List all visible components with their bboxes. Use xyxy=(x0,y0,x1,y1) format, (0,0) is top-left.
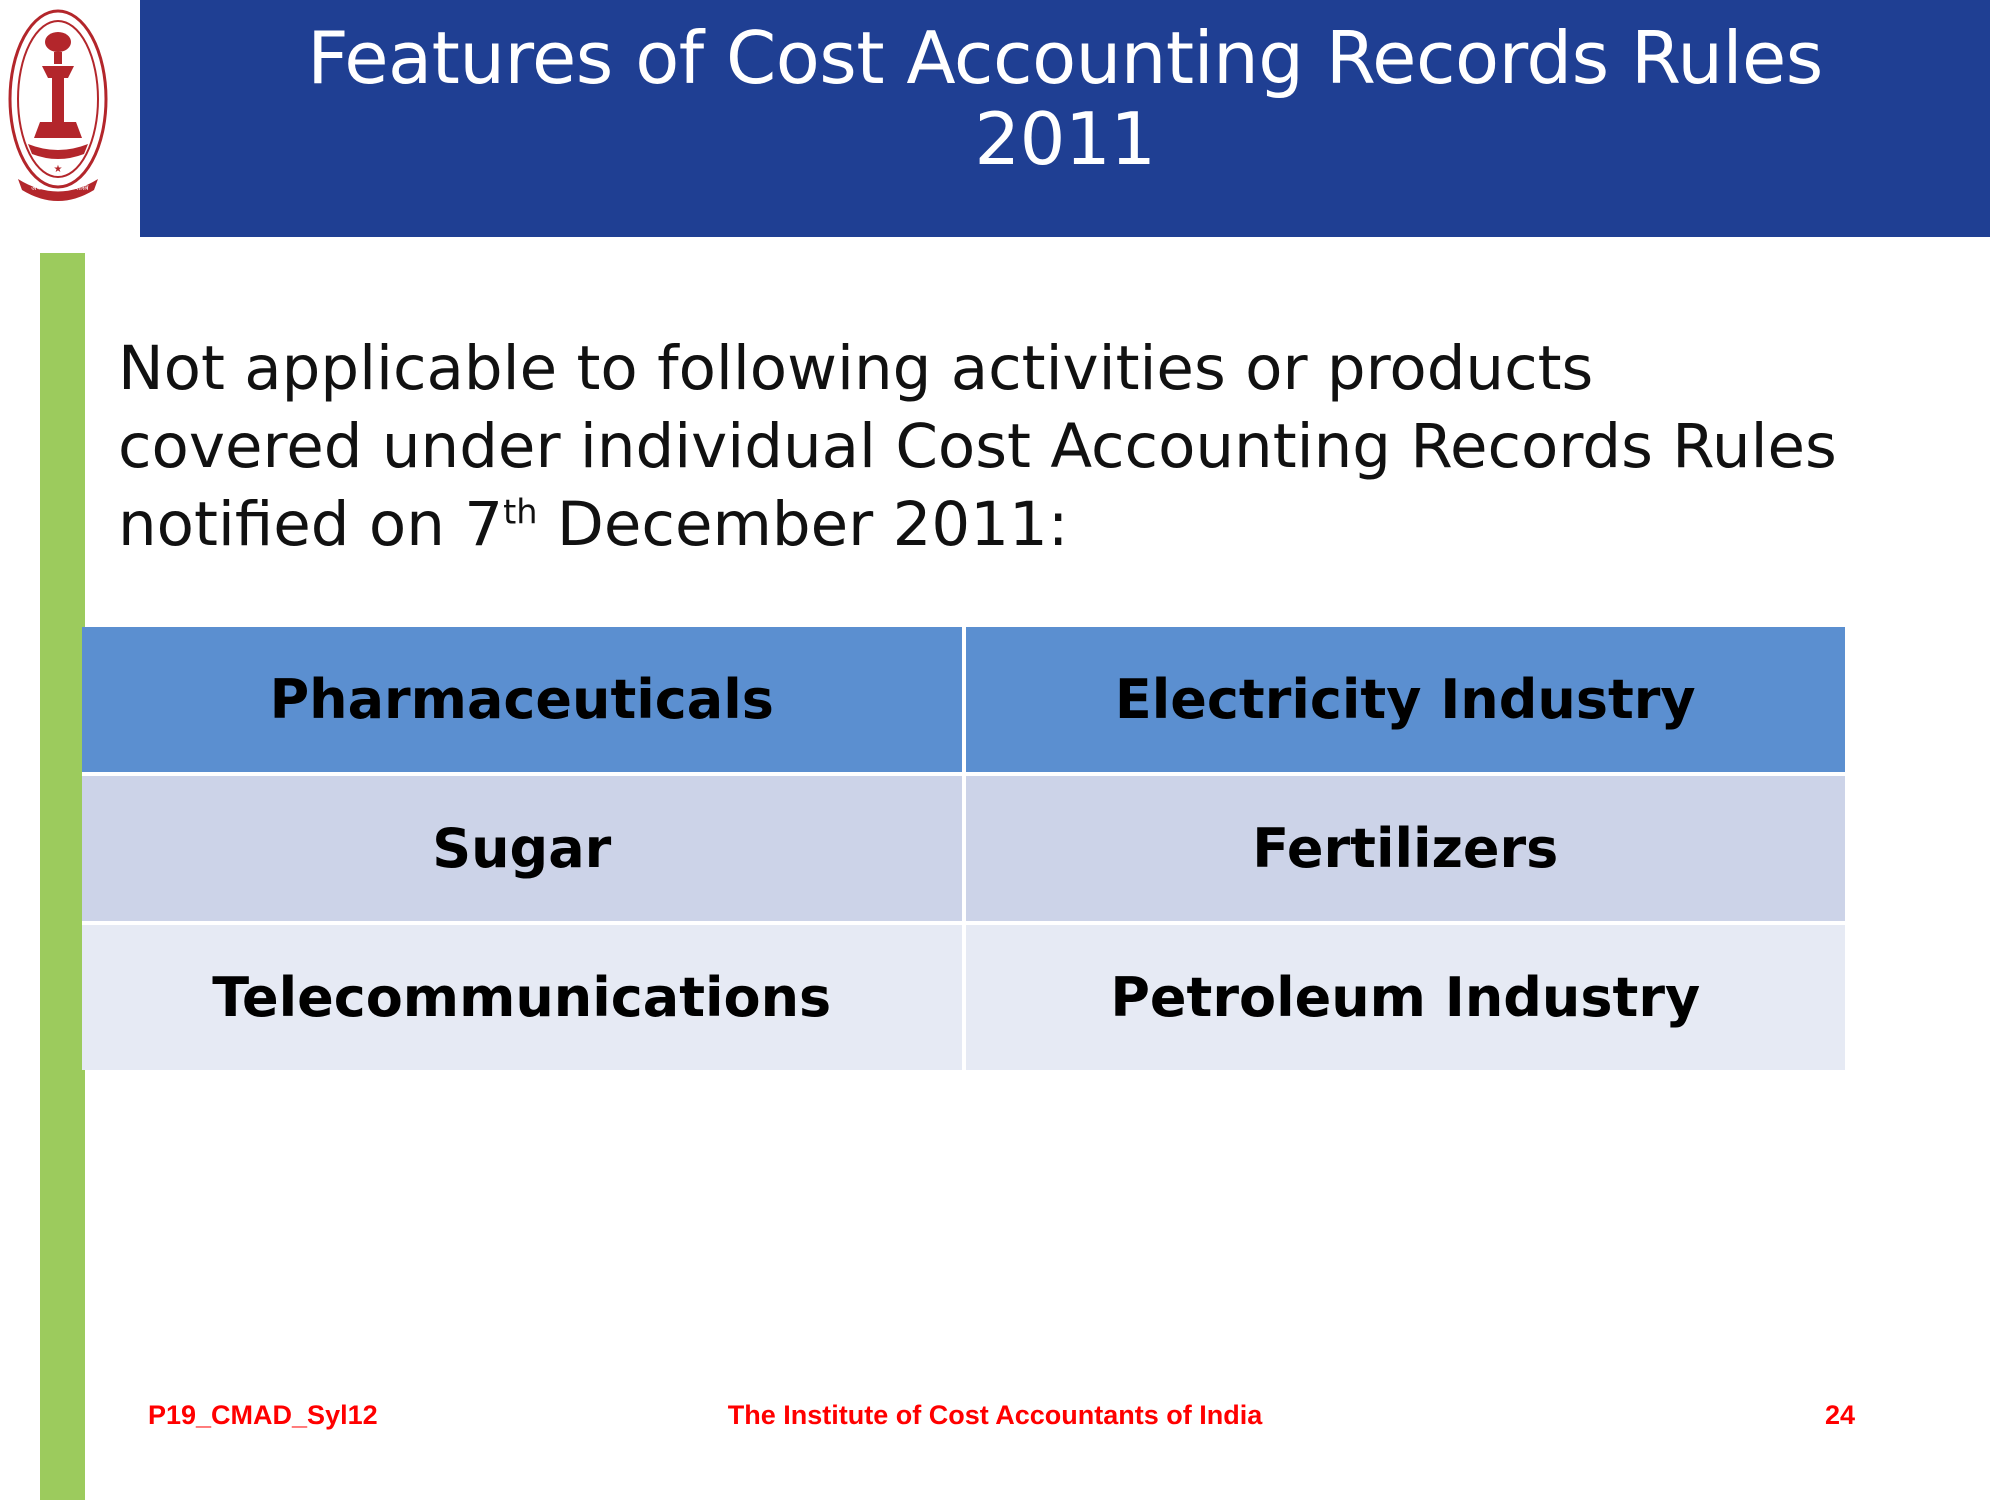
footer xyxy=(0,1400,1990,1450)
institute-logo-icon xyxy=(6,4,130,232)
svg-text:शास्त्र: शास्त्र xyxy=(75,184,89,192)
exclusions-table xyxy=(82,627,1845,1070)
footer-institute-name: The Institute of Cost Accountants of India xyxy=(727,1400,1263,1430)
svg-text:अर्थ: अर्थ xyxy=(31,184,41,192)
table-cell-telecommunications: Telecommunications xyxy=(82,923,964,1070)
table-cell-fertilizers: Fertilizers xyxy=(964,774,1846,923)
table-cell-petroleum-industry: Petroleum Industry xyxy=(964,923,1846,1070)
page-title xyxy=(200,18,1930,179)
footer-course-code: P19_CMAD_Syl12 xyxy=(148,1400,378,1430)
table-cell-pharmaceuticals: Pharmaceuticals xyxy=(82,627,964,774)
body-paragraph-part1: Not applicable to following activities or products covered under individual Cost Accounting Records Rules notified on 7 xyxy=(118,333,1837,561)
header-bar xyxy=(140,0,1990,237)
table-row xyxy=(82,923,1845,1070)
table-cell-electricity-industry: Electricity Industry xyxy=(964,627,1846,774)
left-accent-band xyxy=(40,253,85,1500)
table-row xyxy=(82,774,1845,923)
body-paragraph-superscript: th xyxy=(503,492,538,532)
footer-page-number: 24 xyxy=(1824,1400,1855,1430)
page-title-line2: 2011 xyxy=(974,96,1156,181)
svg-text:★: ★ xyxy=(53,164,63,175)
body-paragraph xyxy=(118,330,1848,564)
table-cell-sugar: Sugar xyxy=(82,774,964,923)
body-paragraph-part2: December 2011: xyxy=(537,489,1069,561)
page-title-line1: Features of Cost Accounting Records Rules xyxy=(307,16,1823,100)
table-row xyxy=(82,627,1845,774)
